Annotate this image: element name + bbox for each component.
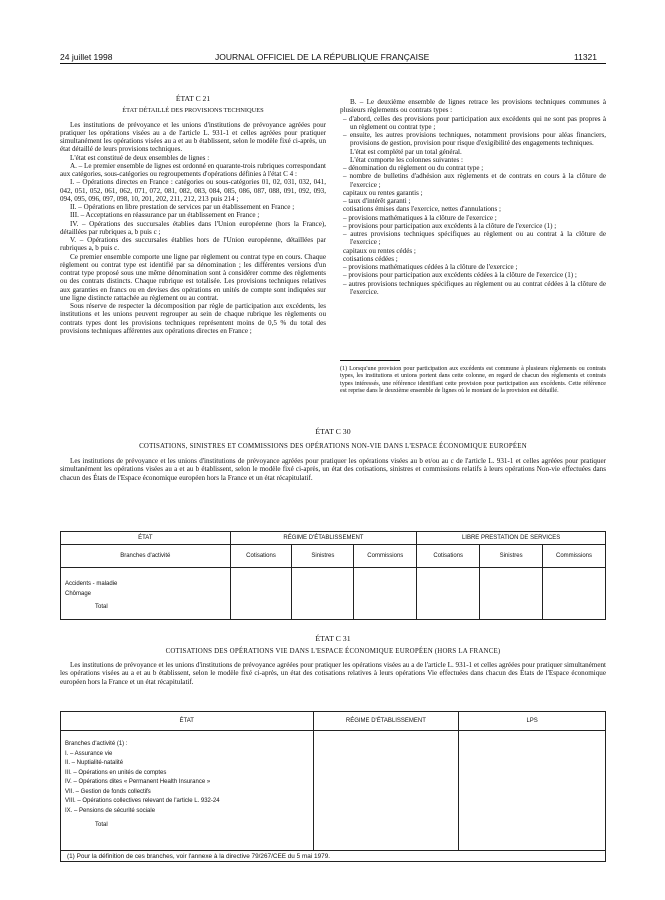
- c21-r13: – autres provisions techniques spécifiques au règlement ou au contrat à la clôture de l'exercice ;: [343, 230, 606, 247]
- c21-r3: – ensuite, les autres provisions techniques, notamment provisions pour aléas financiers, provisions de gestion, provision pour risque d'exigibilité des engagements techniques.: [343, 131, 606, 148]
- c31-row-label: III. – Opérations en unités de comptes: [65, 769, 167, 776]
- c21-r5: L'état comporte les colonnes suivantes :: [350, 155, 463, 164]
- c21-p8: V. – Opérations des succursales établies hors de l'Union européenne, détaillées par rubriques a, b puis c.: [60, 236, 326, 253]
- c31-footnote: (1) Pour la définition de ces branches, voir l'annexe à la directive 79/267/CEE du 5 mai 1979.: [61, 851, 606, 862]
- header-page: 11321: [574, 52, 598, 62]
- c31-col-etat: ÉTAT: [61, 712, 314, 731]
- table-cell: [459, 731, 606, 851]
- table-cell: [313, 731, 459, 851]
- c21-r14: capitaux ou rentes cédés ;: [343, 246, 416, 255]
- c21-r17: – provisions pour participation aux excédents cédées à la clôture de l'exercice (1) ;: [343, 271, 577, 280]
- c30-col-libre: LIBRE PRESTATION DE SERVICES: [417, 532, 606, 545]
- c31-col-lps: LPS: [459, 712, 606, 731]
- c30-paragraph: Les institutions de prévoyance et les unions d'institutions de prévoyance agréées pour pratiquer les opérations visées au b et/ou au c de l'article L. 931-1 et celles agréées pour pratiquer simultanément les opérations visées au a et au b établissent, selon le modèle fixé ci-après, un état des cotisations, sinistres et commissions relatifs à leurs opérations Non-vie effectuées dans chacun des États de l'Espace économique européen hors la France et un état récapitulatif.: [60, 457, 606, 482]
- c30-col-regime: RÉGIME D'ÉTABLISSEMENT: [230, 532, 417, 545]
- c21-p7: IV. – Opérations des succursales établies dans l'Union européenne (hors la France), détaillées par rubriques a, b puis c ;: [60, 219, 326, 236]
- c30-subcol-sinistres: Sinistres: [480, 545, 543, 568]
- table-cell: [354, 568, 417, 620]
- c31-row-label: VII. – Gestion de fonds collectifs: [65, 788, 151, 795]
- c30-table: [60, 531, 606, 620]
- c30-subcol-cotisations: Cotisations: [230, 545, 292, 568]
- c30-subcol-cotisations: Cotisations: [417, 545, 480, 568]
- c30-subtitle: COTISATIONS, SINISTRES ET COMMISSIONS DES OPÉRATIONS NON-VIE DANS L'ESPACE ÉCONOMIQUE EUROPÉEN: [139, 443, 527, 450]
- c31-row-label: II. – Nuptialité-natalité: [65, 760, 124, 766]
- table-cell: [480, 568, 543, 620]
- c30-col-branches: Branches d'activité: [61, 545, 231, 568]
- c31-table: [60, 711, 606, 862]
- c21-r11: – provisions mathématiques à la clôture de l'exercice ;: [343, 213, 497, 222]
- c21-left-column: [60, 95, 326, 335]
- c30-row-labels: [61, 568, 231, 620]
- c21-r1: B. – Le deuxième ensemble de lignes retrace les provisions techniques communes à plusieurs règlements ou contrats types :: [340, 98, 606, 115]
- header-rule: [60, 63, 606, 64]
- header-date: 24 juillet 1998: [60, 52, 113, 62]
- table-cell: [543, 568, 606, 620]
- c21-r2: – d'abord, celles des provisions pour participation aux excédents qui ne sont pas propres à un règlement ou contrat type ;: [343, 114, 606, 131]
- c21-title: ÉTAT C 21: [175, 94, 211, 103]
- c21-r8: capitaux ou rentes garantis ;: [343, 188, 423, 197]
- c21-p9: Ce premier ensemble comporte une ligne par règlement ou contrat type en cours. Chaque règlement ou contrat type est identifié par sa dénomination ; les différentes versions d'un contrat type proposé sous une même dénomination sont à considérer comme des règlements ou des contrats distincts. Chaque rubrique est totalisée. Les provisions techniques relatives aux garanties en francs ou en devises des opérations en unités de compte sont indiquées sur une ligne distincte rattachée au règlement ou au contrat.: [60, 252, 326, 302]
- c31-row-label: VIII. – Opérations collectives relevant de l'article L. 932-24: [65, 798, 220, 804]
- c31-title: ÉTAT C 31: [315, 634, 351, 643]
- c21-p1: Les institutions de prévoyance et les unions d'institutions de prévoyance agréées pour pratiquer les opérations visées au a de l'article L. 931-1 et celles agréées pour pratiquer simultanément les opérations visées au a et au b établissent, selon le modèle fixé ci-après, un état détaillé de leurs provisions techniques.: [60, 120, 326, 154]
- c31-row-label: IV. – Opérations dites « Permanent Health Insurance »: [65, 779, 211, 785]
- c31-subtitle: COTISATIONS DES OPÉRATIONS VIE DANS L'ESPACE ÉCONOMIQUE EUROPÉEN (HORS LA FRANCE): [165, 648, 501, 655]
- table-cell: [292, 568, 354, 620]
- c21-r10: cotisations émises dans l'exercice, nettes d'annulations ;: [343, 205, 501, 214]
- c21-p5: II. – Opérations en libre prestation de services par un établissement en France ;: [70, 203, 295, 211]
- c31-row-label: IX. – Pensions de sécurité sociale: [65, 807, 156, 814]
- footnote-rule: [340, 360, 400, 361]
- c21-r16: – provisions mathématiques cédées à la clôture de l'exercice ;: [343, 263, 518, 271]
- c31-row-labels: [61, 731, 314, 851]
- c30-subcol-commissions: Commissions: [543, 545, 606, 568]
- c21-r4: L'état est complété par un total général.: [350, 147, 462, 156]
- table-cell: [417, 568, 480, 620]
- c21-p10: Sous réserve de respecter la décomposition par règle de participation aux excédents, les institutions et les unions peuvent regrouper au sein de chaque rubrique les règlements ou contrats types dont les provisions techniques représentent moins de 0,5 % du total des provisions techniques afférentes aux opérations directes en France ;: [60, 302, 326, 335]
- c30-row-label: Accidents - maladie: [65, 581, 118, 587]
- c31-col-regime: RÉGIME D'ÉTABLISSEMENT: [313, 712, 459, 731]
- c30-subcol-sinistres: Sinistres: [292, 545, 354, 568]
- table-cell: [230, 568, 292, 620]
- c21-r7: – nombre de bulletins d'adhésion aux règlements et de contrats en cours à la clôture de l'exercice ;: [343, 172, 606, 189]
- c31-branches-label: Branches d'activité (1) :: [65, 741, 128, 747]
- c21-r15: cotisations cédées ;: [343, 254, 398, 263]
- c31-total-label: Total: [95, 822, 108, 828]
- c30-col-etat: ÉTAT: [61, 532, 231, 545]
- c31-paragraph: Les institutions de prévoyance et les unions d'institutions de prévoyance agréées pour pratiquer les opérations visées au a de l'article L. 931-1 et celles agréées pour pratiquer simultanément les opérations visées au a et au b établissent, selon le modèle fixé ci-après, un état des cotisations relatives à leurs opérations Vie effectuées dans chacun des États de l'Espace économique européen hors la France et un état récapitulatif.: [60, 661, 606, 686]
- c21-p6: III. – Acceptations en réassurance par un établissement en France ;: [70, 211, 260, 220]
- c21-right-column: [340, 98, 606, 296]
- c21-r6: – dénomination du règlement ou du contrat type ;: [343, 164, 484, 172]
- c30-title: ÉTAT C 30: [315, 427, 351, 436]
- c21-r18: – autres provisions techniques spécifiques au règlement ou au contrat cédées à la clôture de l'exercice.: [343, 279, 606, 296]
- c21-r9: – taux d'intérêt garanti ;: [343, 197, 411, 205]
- header-journal: JOURNAL OFFICIEL DE LA RÉPUBLIQUE FRANÇAISE: [215, 52, 430, 62]
- c21-p2: L'état est constitué de deux ensembles de lignes :: [70, 153, 210, 162]
- c30-subcol-commissions: Commissions: [354, 545, 417, 568]
- c31-row-label: I. – Assurance vie: [65, 750, 113, 757]
- c30-row-label: Total: [95, 604, 108, 610]
- c21-p3: A. – Le premier ensemble de lignes est ordonné en quarante-trois rubriques correspondant aux catégories, sous-catégories ou regroupements d'opérations définies à l'état C 4 :: [60, 161, 326, 178]
- c21-r12: – provisions pour participation aux excédents à la clôture de l'exercice (1) ;: [343, 221, 557, 230]
- c21-footnote: (1) Lorsqu'une provision pour participation aux excédents est commune à plusieurs règlements ou contrats types, les institutions et unions portent dans cette colonne, en regard de chacun des règlements et contrats types intéressés, une référence identifiant cette provision pour participation aux excédents. Cette référence est reprise dans le deuxième ensemble de lignes où le montant de la provision est détaillé.: [340, 366, 606, 394]
- c21-subtitle: ÉTAT DÉTAILLÉ DES PROVISIONS TECHNIQUES: [122, 107, 264, 115]
- c21-p4: I. – Opérations directes en France : catégories ou sous-catégories 01, 02, 031, 032, 041, 042, 051, 052, 061, 062, 071, 072, 081, 082, 083, 084, 085, 086, 087, 088, 091, 092, 093, 094, 095, 096, 097, 098, 10, 201, 202, 211, 212, 213 puis 214 ;: [60, 178, 326, 203]
- c30-row-label: Chômage: [65, 590, 92, 597]
